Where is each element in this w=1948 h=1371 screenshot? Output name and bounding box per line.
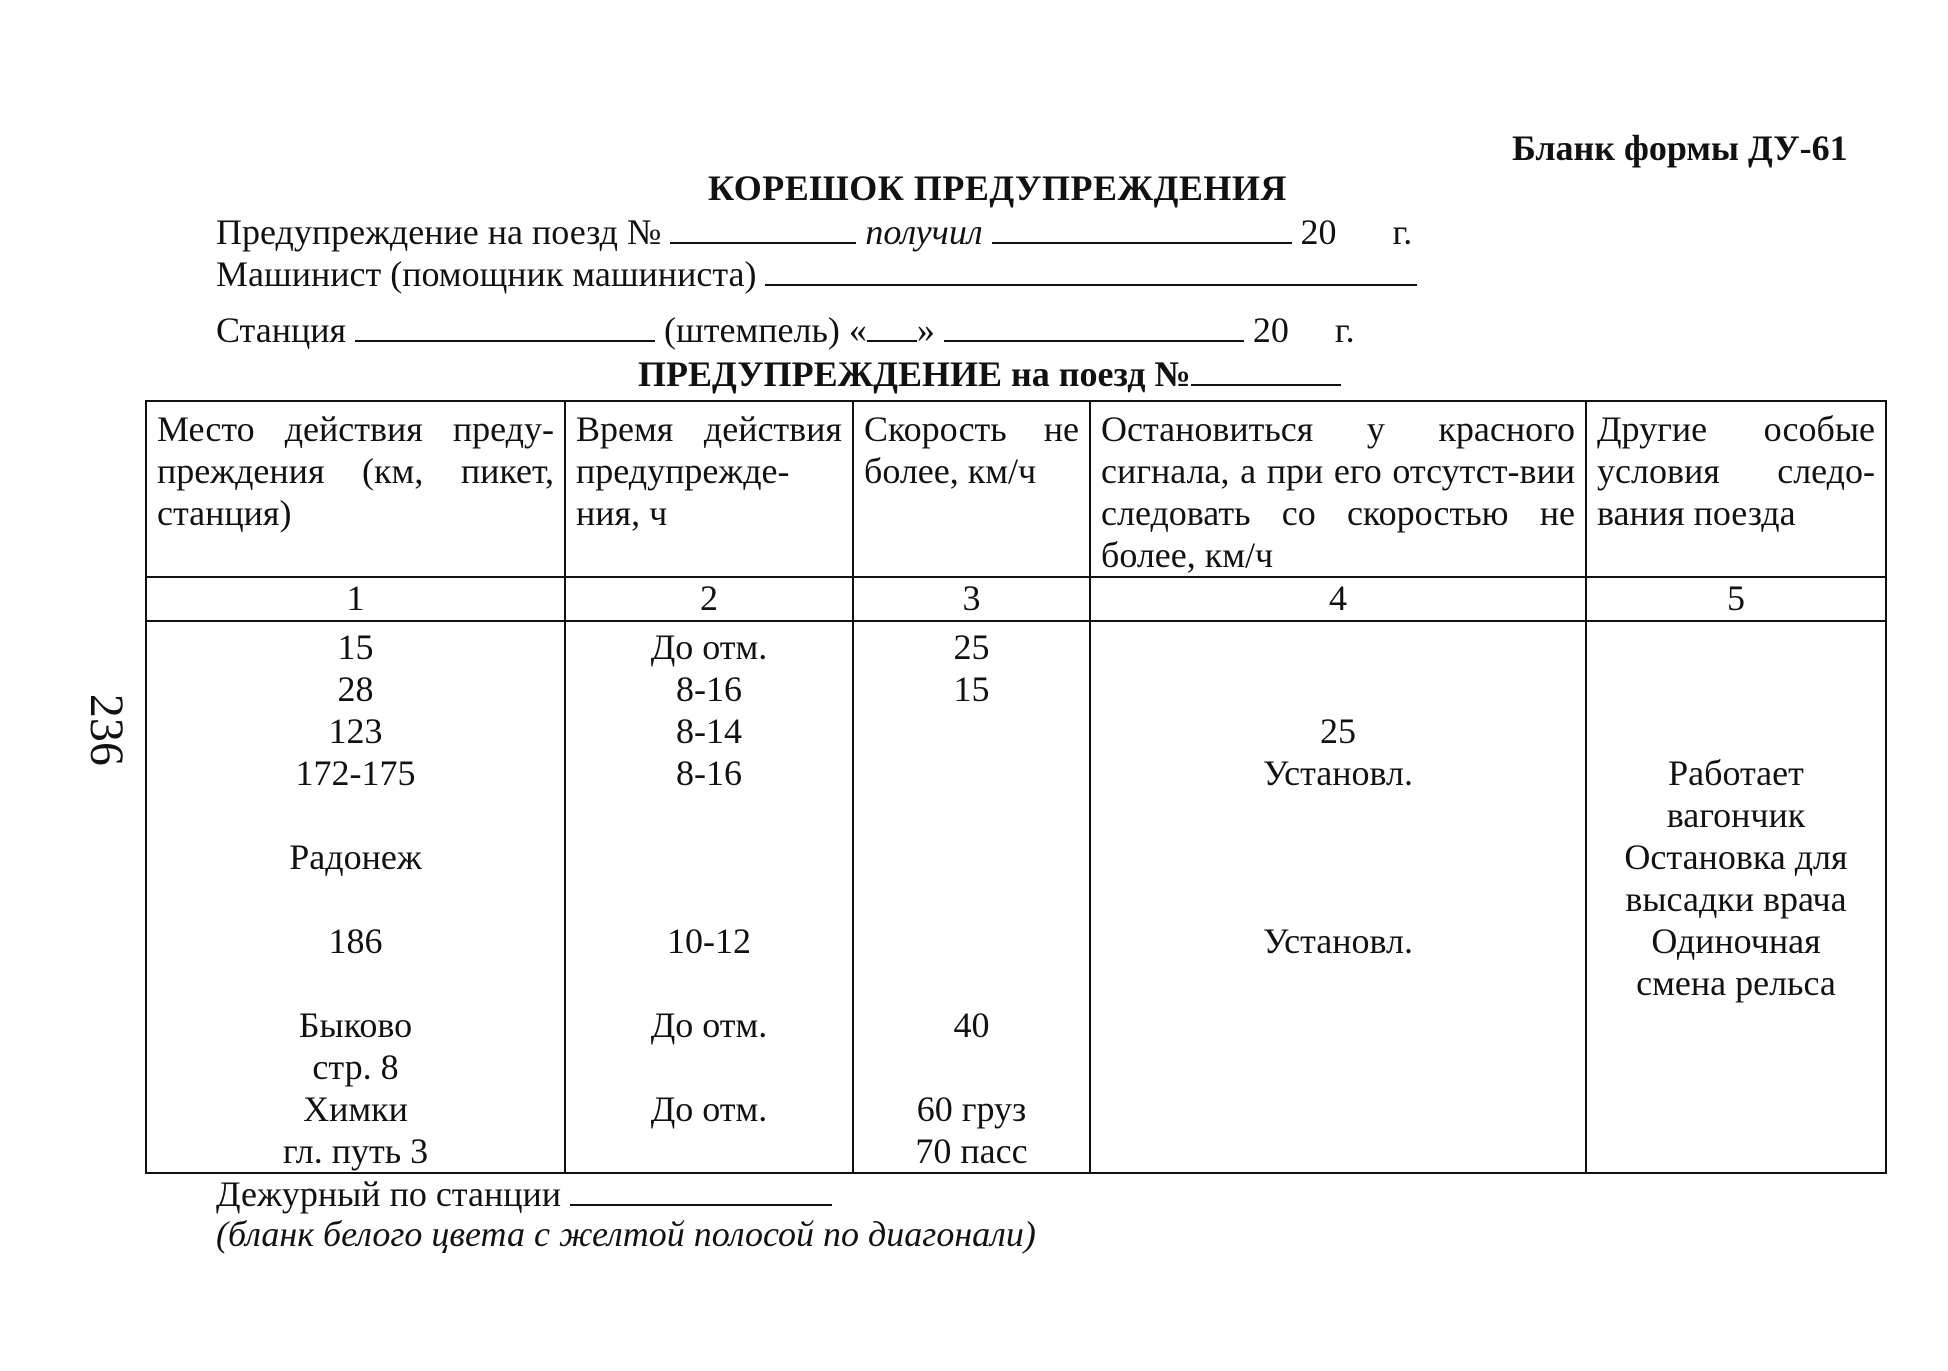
table-cell-line xyxy=(854,920,1089,962)
header-location: Место действия преду-преждения (км, пикет, станция) xyxy=(157,409,554,534)
column-number: 2 xyxy=(565,577,853,621)
received-date-field[interactable] xyxy=(992,210,1292,244)
train-number-field[interactable] xyxy=(670,210,856,244)
stub-line-train xyxy=(216,210,1412,254)
table-cell-line: 123 xyxy=(328,711,383,752)
table-cell-line: гл. путь 3 xyxy=(282,1131,429,1172)
header-cell xyxy=(565,401,853,577)
table-cell-line xyxy=(854,794,1089,836)
station-duty-label: Дежурный по станции xyxy=(216,1174,562,1214)
table-cell-line: 8-16 xyxy=(676,669,742,710)
table-header-row xyxy=(146,401,1886,577)
stub-title: КОРЕШОК ПРЕДУПРЕЖДЕНИЯ xyxy=(708,168,1287,208)
column-time xyxy=(566,622,852,1172)
table-cell-line xyxy=(1091,836,1585,878)
table-cell-line xyxy=(566,794,852,836)
stamp-date-field[interactable] xyxy=(944,308,1244,342)
table-cell-line: 10-12 xyxy=(667,921,751,962)
table-cell-line xyxy=(1587,1046,1885,1088)
table-cell-line: 15 xyxy=(337,627,374,668)
table-cell-line: Радонеж xyxy=(289,837,422,878)
table-cell-line xyxy=(566,962,852,1004)
body-cell xyxy=(853,621,1090,1173)
table-cell-line xyxy=(147,878,564,920)
column-number-row xyxy=(146,577,1886,621)
year-suffix-2: г. xyxy=(1334,310,1355,350)
table-cell-line: 25 xyxy=(953,627,990,668)
table-cell-line xyxy=(1587,1004,1885,1046)
table-cell-line xyxy=(1587,1088,1885,1130)
table-cell-line: 186 xyxy=(328,921,383,962)
column-number: 5 xyxy=(1586,577,1886,621)
table-cell-line xyxy=(566,836,852,878)
table-cell-line: Химки xyxy=(303,1089,408,1130)
table-cell-line: Установл. xyxy=(1262,753,1414,794)
stub-line-driver xyxy=(216,252,1417,296)
table-cell-line: До отм. xyxy=(650,627,768,668)
column-number: 1 xyxy=(146,577,565,621)
table-cell-line xyxy=(854,836,1089,878)
table-cell-line xyxy=(1091,962,1585,1004)
table-cell-line: 8-16 xyxy=(676,753,742,794)
table-cell-line xyxy=(1091,1088,1585,1130)
table-cell-line xyxy=(1091,794,1585,836)
table-cell-line xyxy=(1587,668,1885,710)
table-cell-line xyxy=(854,752,1089,794)
table-cell-line xyxy=(147,962,564,1004)
table-cell-line: 15 xyxy=(953,669,990,710)
warning-title-bold: ПРЕДУПРЕЖДЕНИЕ xyxy=(638,354,1003,394)
table-cell-line xyxy=(566,1046,852,1088)
table-cell-line xyxy=(1091,1004,1585,1046)
header-cell xyxy=(146,401,565,577)
table-cell-line: 70 пасс xyxy=(915,1131,1028,1172)
table-cell-line xyxy=(854,710,1089,752)
body-cell xyxy=(565,621,853,1173)
column-location xyxy=(147,622,564,1172)
year-suffix-1: г. xyxy=(1392,212,1413,252)
table-cell-line: Быково xyxy=(298,1005,413,1046)
column-number: 4 xyxy=(1090,577,1586,621)
table-cell-line: 25 xyxy=(1320,711,1356,752)
station-duty-field[interactable] xyxy=(570,1172,832,1206)
header-speed: Скорость не более, км/ч xyxy=(864,409,1079,492)
table-cell-line: вагончик xyxy=(1666,795,1806,836)
body-cell xyxy=(146,621,565,1173)
station-duty-line xyxy=(216,1172,832,1216)
table-cell-line: 8-14 xyxy=(676,711,742,752)
column-speed xyxy=(854,622,1089,1172)
header-cell xyxy=(1090,401,1586,577)
header-red-signal: Остановиться у красного сигнала, а при его отсутст-вии следовать со скоростью не более, км/ч xyxy=(1101,409,1575,576)
table-cell-line xyxy=(854,878,1089,920)
table-cell-line: 40 xyxy=(953,1005,990,1046)
table-cell-line xyxy=(1091,878,1585,920)
table-cell-line: 28 xyxy=(337,669,374,710)
table-cell-line: До отм. xyxy=(650,1089,768,1130)
year-prefix-1: 20 xyxy=(1300,212,1337,252)
form-note: (бланк белого цвета с желтой полосой по диагонали) xyxy=(216,1214,1036,1254)
warning-title xyxy=(638,352,1341,396)
table-cell-line xyxy=(1587,1130,1885,1172)
table-cell-line: смена рельса xyxy=(1636,963,1836,1004)
table-cell-line xyxy=(1091,1046,1585,1088)
form-id: Бланк формы ДУ-61 xyxy=(1512,128,1848,168)
table-cell-line: Установл. xyxy=(1262,921,1414,962)
body-cell xyxy=(1586,621,1886,1173)
year-prefix-2: 20 xyxy=(1252,310,1289,350)
table-cell-line: Одиночная xyxy=(1651,921,1821,962)
table-cell-line xyxy=(854,962,1089,1004)
page-number: 236 xyxy=(79,693,133,766)
header-cell xyxy=(1586,401,1886,577)
table-cell-line xyxy=(566,1130,852,1172)
header-other: Другие особые условия следо-вания поезда xyxy=(1597,409,1875,534)
table-cell-line xyxy=(1587,710,1885,752)
table-body-row xyxy=(146,621,1886,1173)
warning-for-train-label: Предупреждение на поезд № xyxy=(216,212,662,252)
warning-title-rest: на поезд № xyxy=(1011,354,1191,394)
table-cell-line xyxy=(1091,626,1585,668)
stamp-day-field[interactable] xyxy=(867,308,917,342)
table-cell-line: 172-175 xyxy=(295,753,416,794)
station-label: Станция xyxy=(216,310,347,350)
table-cell-line xyxy=(566,878,852,920)
stamp-quote-close: » xyxy=(916,310,935,350)
table-cell-line: До отм. xyxy=(650,1005,768,1046)
received-label: получил xyxy=(865,212,983,252)
table-cell-line xyxy=(1091,1130,1585,1172)
header-time: Время действия предупрежде-ния, ч xyxy=(576,409,842,534)
table-cell-line xyxy=(1091,668,1585,710)
stamp-label: (штемпель) « xyxy=(664,310,867,350)
warning-train-number-field[interactable] xyxy=(1191,352,1341,386)
header-cell xyxy=(853,401,1090,577)
stub-line-station xyxy=(216,308,1355,352)
driver-field[interactable] xyxy=(765,252,1417,286)
driver-label: Машинист (помощник машиниста) xyxy=(216,254,757,294)
column-red-signal xyxy=(1091,622,1585,1172)
column-other xyxy=(1587,622,1885,1172)
table-cell-line xyxy=(1587,626,1885,668)
table-cell-line xyxy=(147,794,564,836)
table-cell-line xyxy=(854,1046,1089,1088)
column-number: 3 xyxy=(853,577,1090,621)
table-cell-line: Работает xyxy=(1668,753,1804,794)
table-cell-line: стр. 8 xyxy=(312,1047,399,1088)
table-cell-line: высадки врача xyxy=(1625,879,1847,920)
table-cell-line: 60 груз xyxy=(916,1089,1027,1130)
warning-table xyxy=(145,400,1887,1174)
body-cell xyxy=(1090,621,1586,1173)
table-cell-line: Остановка для xyxy=(1624,837,1848,878)
station-field[interactable] xyxy=(355,308,655,342)
